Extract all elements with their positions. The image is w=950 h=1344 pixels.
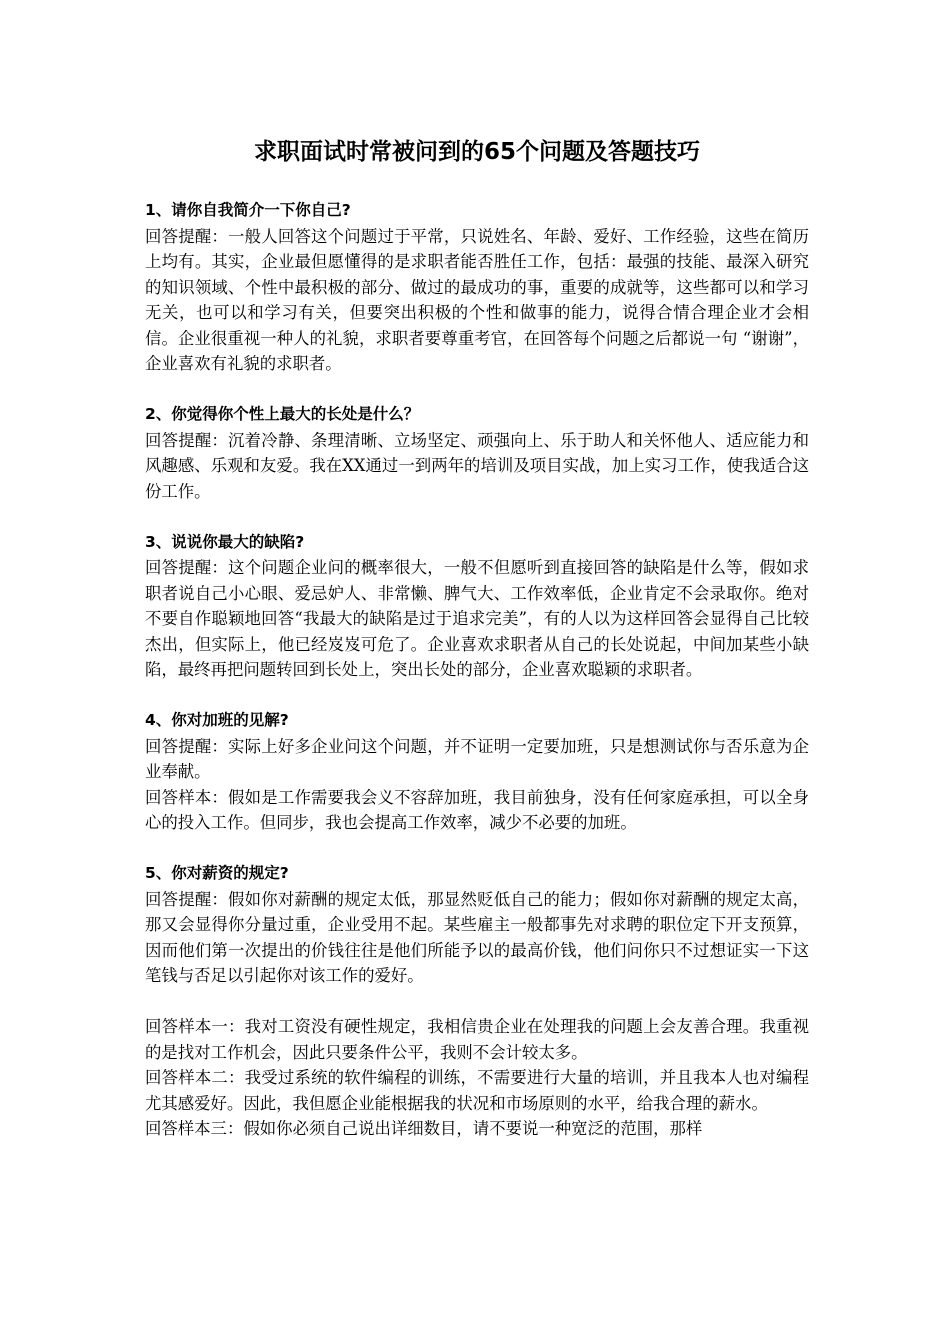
answer-sample-two: 回答样本二：我受过系统的软件编程的训练，不需要进行大量的培训，并且我本人也对编程尤其感爱好。因此，我但愿企业能根据我的状况和市场原则的水平，给我合理的薪水。 [145,1068,809,1113]
section-1 [145,198,809,377]
section-2 [145,402,809,504]
section-4 [145,708,809,836]
question-heading: 1、请你自我简介一下你自己? [145,201,351,219]
question-heading: 4、你对加班的见解? [145,711,289,729]
answer-paragraph: 回答提醒：沉着冷静、条理清晰、立场坚定、顽强向上、乐于助人和关怀他人、适应能力和风趣感、乐观和友爱。我在XX通过一到两年的培训及项目实战，加上实习工作，使我适合这份工作。 [145,430,809,501]
document-title: 求职面试时常被问到的65个问题及答题技巧 [253,139,700,165]
question-heading: 2、你觉得你个性上最大的长处是什么？ [145,405,420,423]
answer-paragraph: 回答提醒：假如你对薪酬的规定太低，那显然贬低自己的能力；假如你对薪酬的规定太高，那又会显得你分量过重，企业受用不起。某些雇主一般都事先对求聘的职位定下开支预算，因而他们第一次提出的价钱往往是他们所能予以的最高价钱，他们问你只不过想证实一下这笔钱与否足以引起你对该工作的爱好。 [145,889,809,985]
answer-paragraph: 回答提醒：实际上好多企业问这个问题，并不证明一定要加班，只是想测试你与否乐意为企业奉献。 [145,736,809,781]
question-heading: 5、你对薪资的规定? [145,864,289,882]
answer-paragraph: 回答提醒：这个问题企业问的概率很大，一般不但愿听到直接回答的缺陷是什么等，假如求职者说自己小心眼、爱忌妒人、非常懒、脾气大、工作效率低，企业肯定不会录取你。绝对不要自作聪颖地回答“我最大的缺陷是过于追求完美”，有的人以为这样回答会显得自己比较杰出，但实际上，他已经岌岌可危了。企业喜欢求职者从自己的长处说起，中间加某些小缺陷，最终再把问题转回到长处上，突出长处的部分，企业喜欢聪颖的求职者。 [145,558,809,679]
answer-paragraph: 回答提醒：一般人回答这个问题过于平常，只说姓名、年龄、爱好、工作经验，这些在简历上均有。其实，企业最但愿懂得的是求职者能否胜任工作，包括：最强的技能、最深入研究的知识领域、个性中最积极的部分、做过的最成功的事，重要的成就等，这些都可以和学习无关，也可以和学习有关，但要突出积极的个性和做事的能力，说得合情合理企业才会相信。企业很重视一种人的礼貌，求职者要尊重考官，在回答每个问题之后都说一句 “谢谢”，企业喜欢有礼貌的求职者。 [145,226,809,373]
document-body [145,198,809,1142]
question-heading: 3、说说你最大的缺陷? [145,532,305,551]
answer-sample-three: 回答样本三：假如你必须自己说出详细数目，请不要说一种宽泛的范围，那样 [145,1119,703,1138]
section-3 [145,530,809,683]
answer-sample-paragraph: 回答样本：假如是工作需要我会义不容辞加班，我目前独身，没有任何家庭承担，可以全身心的投入工作。但同步，我也会提高工作效率，减少不必要的加班。 [145,787,809,832]
answer-sample-one: 回答样本一：我对工资没有硬性规定，我相信贵企业在处理我的问题上会友善合理。我重视的是找对工作机会，因此只要条件公平，我则不会计较太多。 [145,1017,809,1062]
section-5 [145,861,809,1142]
